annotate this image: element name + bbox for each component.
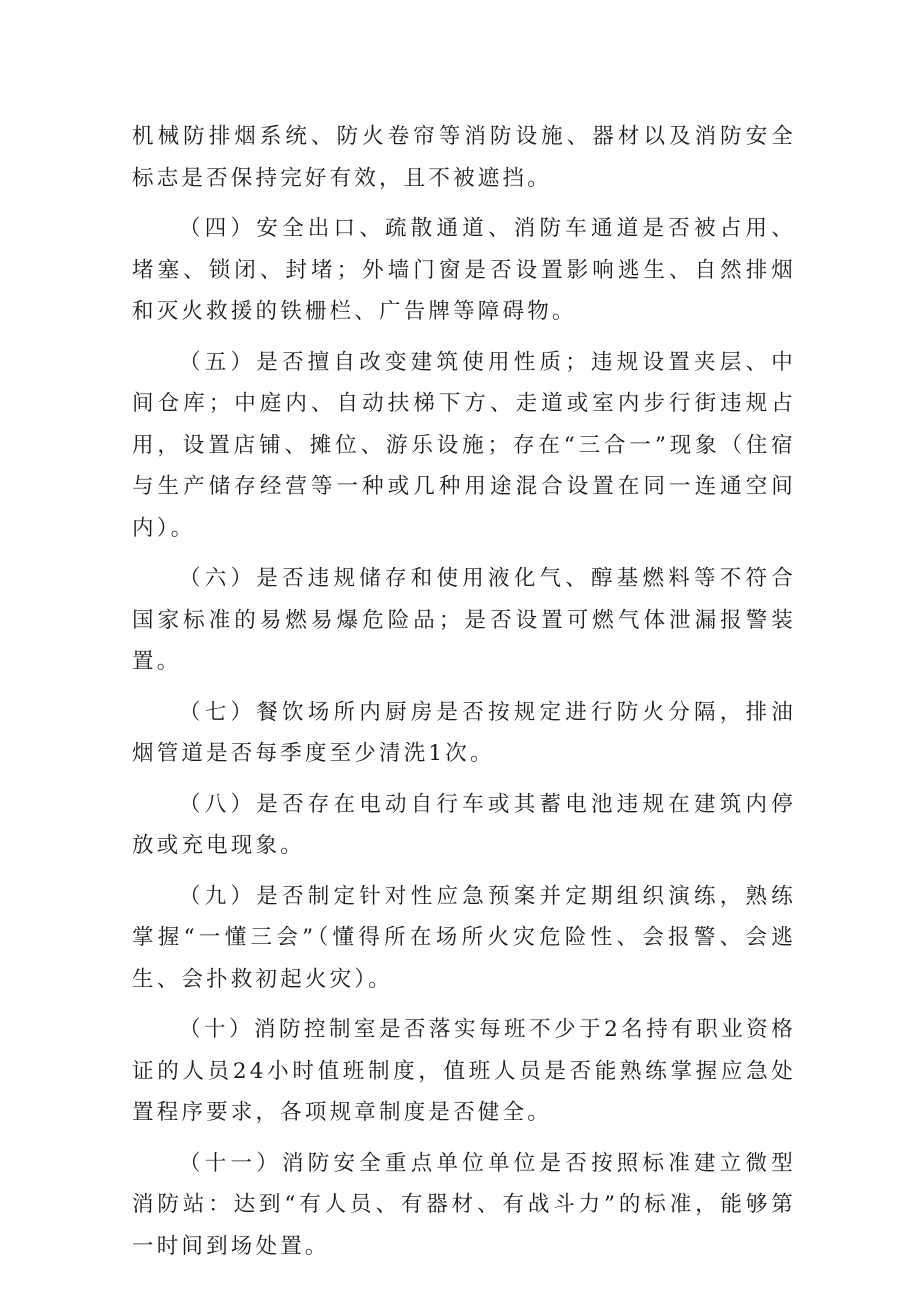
paragraph-item-8: （八）是否存在电动自行车或其蓄电池违规在建筑内停放或充电现象。 — [132, 791, 796, 858]
paragraph-item-7: （七）餐饮场所内厨房是否按规定进行防火分隔，排油烟管道是否每季度至少清洗1次。 — [132, 699, 796, 766]
paragraph-item-6: （六）是否违规储存和使用液化气、醇基燃料等不符合国家标准的易燃易爆危险品；是否设置可燃气体泄漏报警装置。 — [132, 566, 796, 674]
paragraph-item-10: （十）消防控制室是否落实每班不少于2名持有职业资格证的人员24小时值班制度，值班人员是否能熟练掌握应急处置程序要求，各项规章制度是否健全。 — [132, 1017, 796, 1125]
document-body — [132, 116, 796, 1276]
paragraph-item-9: （九）是否制定针对性应急预案并定期组织演练，熟练掌握“一懂三会”（懂得所在场所火灾危险性、会报警、会逃生、会扑救初起火灾）。 — [132, 883, 796, 992]
paragraph-item-4: （四）安全出口、疏散通道、消防车通道是否被占用、堵塞、锁闭、封堵；外墙门窗是否设置影响逃生、自然排烟和灭火救援的铁栅栏、广告牌等障碍物。 — [132, 216, 796, 324]
paragraph-item-11: （十一）消防安全重点单位单位是否按照标准建立微型消防站：达到“有人员、有器材、有战斗力”的标准，能够第一时间到场处置。 — [132, 1150, 796, 1259]
paragraph-continuation: 机械防排烟系统、防火卷帘等消防设施、器材以及消防安全标志是否保持完好有效，且不被遮挡。 — [132, 124, 796, 191]
paragraph-item-5: （五）是否擅自改变建筑使用性质；违规设置夹层、中间仓库；中庭内、自动扶梯下方、走道或室内步行街违规占用，设置店铺、摊位、游乐设施；存在“三合一”现象（住宿与生产储存经营等一种或几种用途混合设置在同一连通空间内）。 — [132, 349, 796, 541]
